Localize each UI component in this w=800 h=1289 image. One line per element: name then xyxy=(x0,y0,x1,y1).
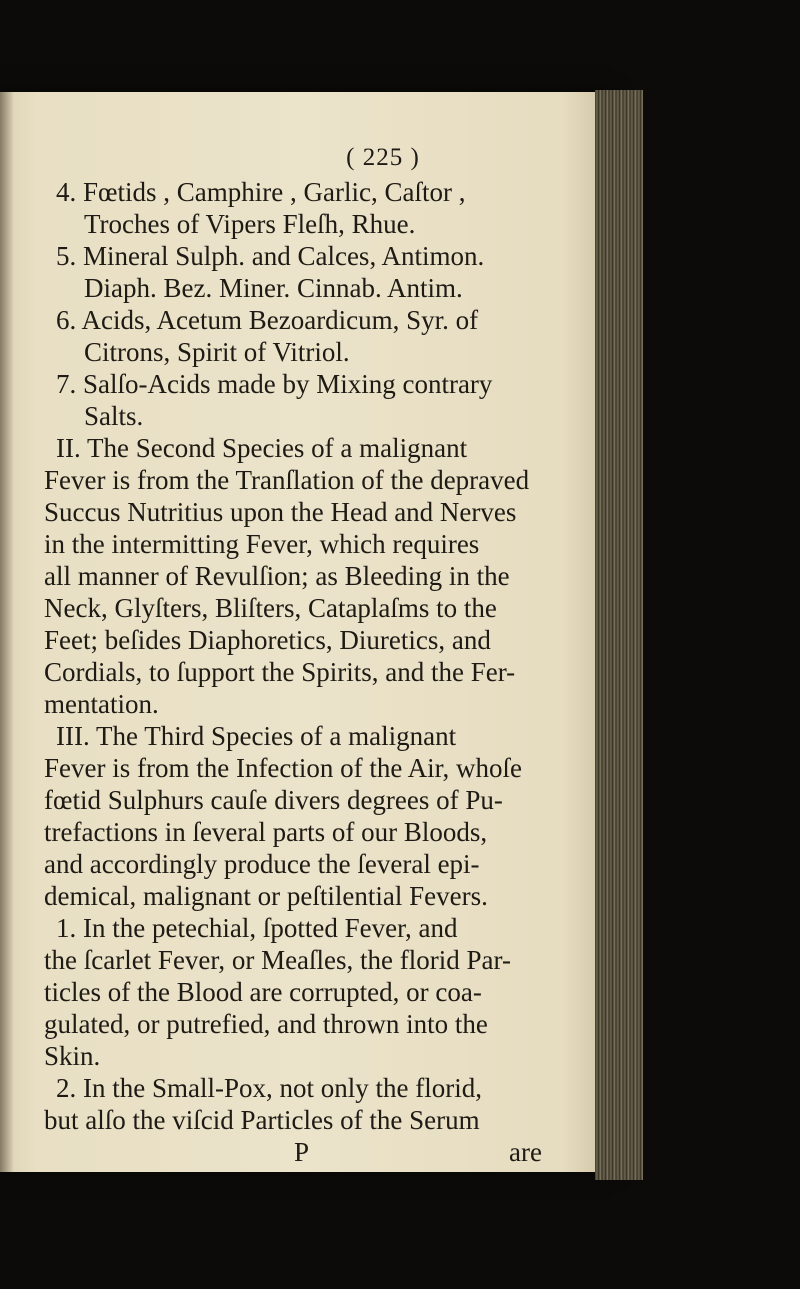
text-line: Feet; beſides Diaphoretics, Diuretics, and xyxy=(44,625,491,655)
text-line: gulated, or putrefied, and thrown into the xyxy=(44,1009,488,1039)
text-line: trefactions in ſeveral parts of our Bloods, xyxy=(44,817,488,847)
text-line: ticles of the Blood are corrupted, or coa- xyxy=(44,977,482,1007)
text-line: the ſcarlet Fever, or Meaſles, the florid Par- xyxy=(44,945,511,975)
text-line: Cordials, to ſupport the Spirits, and the Fer- xyxy=(44,657,516,687)
text-line: all manner of Revulſion; as Bleeding in the xyxy=(44,561,510,591)
text-line: Salts. xyxy=(84,401,144,431)
text-line: 7. Salſo-Acids made by Mixing contrary xyxy=(56,369,493,399)
text-line: in the intermitting Fever, which requires xyxy=(44,529,480,559)
text-line: Skin. xyxy=(44,1041,101,1071)
text-line: 1. In the petechial, ſpotted Fever, and xyxy=(56,913,458,943)
text-line: Citrons, Spirit of Vitriol. xyxy=(84,337,350,367)
signature-line xyxy=(44,1136,592,1168)
text-line: II. The Second Species of a malignant xyxy=(56,433,468,463)
text-line: Fever is from the Tranſlation of the depraved xyxy=(44,465,530,495)
page-text-block xyxy=(44,142,592,1168)
text-line: Diaph. Bez. Miner. Cinnab. Antim. xyxy=(84,273,463,303)
catchword: are xyxy=(509,1137,542,1167)
text-line: and accordingly produce the ſeveral epi- xyxy=(44,849,480,879)
text-line: Troches of Vipers Fleſh, Rhue. xyxy=(84,209,416,239)
text-line: 5. Mineral Sulph. and Calces, Antimon. xyxy=(56,241,485,271)
text-line: 4. Fœtids , Camphire , Garlic, Caſtor , xyxy=(56,177,466,207)
text-line: Fever is from the Infection of the Air, whoſe xyxy=(44,753,523,783)
text-line: demical, malignant or peſtilential Fevers. xyxy=(44,881,488,911)
page-number: ( 225 ) xyxy=(346,144,420,171)
text-line: Neck, Glyſters, Bliſters, Cataplaſms to the xyxy=(44,593,497,623)
text-line: 2. In the Small-Pox, not only the florid, xyxy=(56,1073,482,1103)
gutter-shadow xyxy=(0,92,14,1172)
text-line: III. The Third Species of a malignant xyxy=(56,721,457,751)
text-line: fœtid Sulphurs cauſe divers degrees of Pu- xyxy=(44,785,503,815)
text-line: Succus Nutritius upon the Head and Nerves xyxy=(44,497,517,527)
signature-mark: P xyxy=(294,1137,310,1167)
text-line: but alſo the viſcid Particles of the Serum xyxy=(44,1105,480,1135)
text-line: mentation. xyxy=(44,689,159,719)
page-edges xyxy=(595,90,643,1180)
text-line: 6. Acids, Acetum Bezoardicum, Syr. of xyxy=(56,305,479,335)
